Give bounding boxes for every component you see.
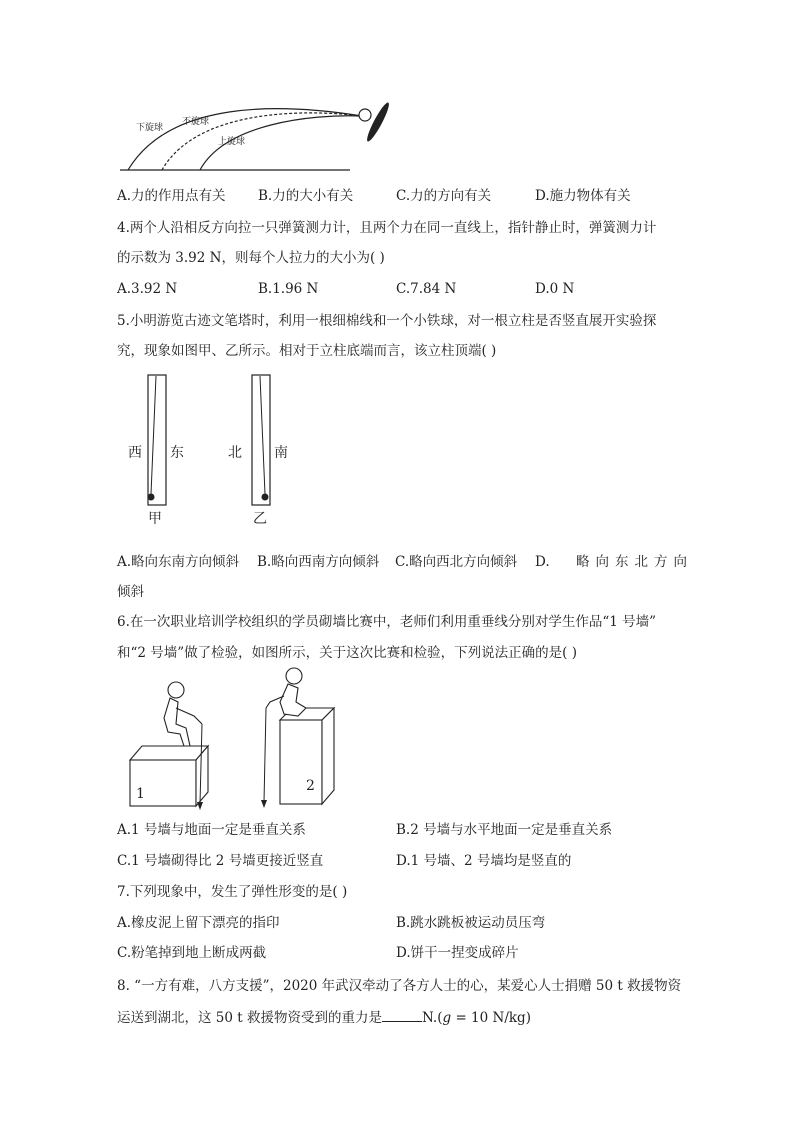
ball <box>359 109 371 121</box>
backspin-label: 下旋球 <box>136 123 164 133</box>
topspin-label: 上旋球 <box>218 137 246 147</box>
pillar-figure <box>120 370 320 530</box>
label-west: 西 <box>128 445 142 461</box>
plumb-bob-left <box>148 494 155 501</box>
q8-text-a: 运送到湖北，这 50 t 救援物资受到的重力是 <box>117 1010 382 1026</box>
q4-stem-line2: 的示数为 3.92 N，则每个人拉力的大小为( ) <box>117 250 385 266</box>
wall2-label: 2 <box>306 778 315 794</box>
racket <box>364 101 392 144</box>
q5-option-d-letter: D. <box>535 554 550 570</box>
q6-option-a: A.1 号墙与地面一定是垂直关系 <box>117 822 306 838</box>
wall-figure <box>120 668 350 813</box>
pillar-drawing <box>120 370 320 530</box>
wall1-label: 1 <box>136 786 145 802</box>
q6-option-d: D.1 号墙、2 号墙均是竖直的 <box>396 853 572 869</box>
q8-answer-blank[interactable] <box>382 1007 422 1022</box>
q5-option-d-cont: 倾斜 <box>117 584 144 600</box>
q7-option-d: D.饼干一捏变成碎片 <box>396 945 519 961</box>
q8-text-c: = 10 N/kg) <box>451 1010 531 1026</box>
q4-option-d: D.0 N <box>535 281 575 297</box>
q7-option-a: A.橡皮泥上留下漂亮的指印 <box>117 915 280 931</box>
q7-option-c: C.粉笔掉到地上断成两截 <box>117 945 267 961</box>
q8-text-b: N.( <box>421 1010 443 1026</box>
q6-option-c: C.1 号墙砌得比 2 号墙更接近竖直 <box>117 853 324 869</box>
q8-g-symbol: g <box>442 1010 452 1026</box>
q7-option-b: B.跳水跳板被运动员压弯 <box>396 915 546 931</box>
wall-drawing <box>120 668 350 813</box>
label-south: 南 <box>274 445 288 461</box>
caption-yi: 乙 <box>253 511 267 527</box>
label-north: 北 <box>228 445 242 461</box>
q7-stem: 7.下列现象中，发生了弹性形变的是( ) <box>117 884 348 900</box>
nospin-label: 不旋球 <box>182 117 210 127</box>
q6-option-b: B.2 号墙与水平地面一定是垂直关系 <box>396 822 613 838</box>
label-east: 东 <box>170 445 184 461</box>
q3-option-d: D.施力物体有关 <box>535 188 631 204</box>
q6-stem-line1: 6.在一次职业培训学校组织的学员砌墙比赛中，老师们利用重垂线分别对学生作品“1 号墙” <box>117 614 657 630</box>
q5-option-c: C.略向西北方向倾斜 <box>395 554 518 570</box>
ball-trajectory-figure <box>110 98 400 178</box>
plumb-bob-right <box>262 494 269 501</box>
q6-stem-line2: 和“2 号墙”做了检验，如图所示，关于这次比赛和检验，下列说法正确的是( ) <box>117 645 578 661</box>
caption-jia: 甲 <box>148 511 162 527</box>
pillar-left <box>148 375 166 505</box>
q4-option-b: B.1.96 N <box>258 281 319 297</box>
q5-option-d-text: 略向东北方向 <box>576 554 693 570</box>
q4-option-c: C.7.84 N <box>396 281 457 297</box>
q5-stem-line1: 5.小明游览古迹文笔塔时，利用一根细棉线和一个小铁球，对一根立柱是否竖直展开实验探 <box>117 313 657 329</box>
q3-option-c: C.力的方向有关 <box>396 188 492 204</box>
q4-stem-line1: 4.两个人沿相反方向拉一只弹簧测力计，且两个力在同一直线上，指针静止时，弹簧测力计 <box>117 220 657 236</box>
q8-stem-line2 <box>117 1007 531 1028</box>
q8-stem-line1: 8. “一方有难，八方支援”，2020 年武汉牵动了各方人士的心，某爱心人士捐赠 50 t 救援物资 <box>117 978 682 994</box>
q3-option-b: B.力的大小有关 <box>258 188 354 204</box>
q5-option-a: A.略向东南方向倾斜 <box>117 554 240 570</box>
trajectory-drawing <box>110 98 400 178</box>
q5-stem-line2: 究，现象如图甲、乙所示。相对于立柱底端而言，该立柱顶端( ) <box>117 343 497 359</box>
q5-option-b: B.略向西南方向倾斜 <box>257 554 380 570</box>
q3-option-a: A.力的作用点有关 <box>117 188 226 204</box>
q4-option-a: A.3.92 N <box>117 281 178 297</box>
